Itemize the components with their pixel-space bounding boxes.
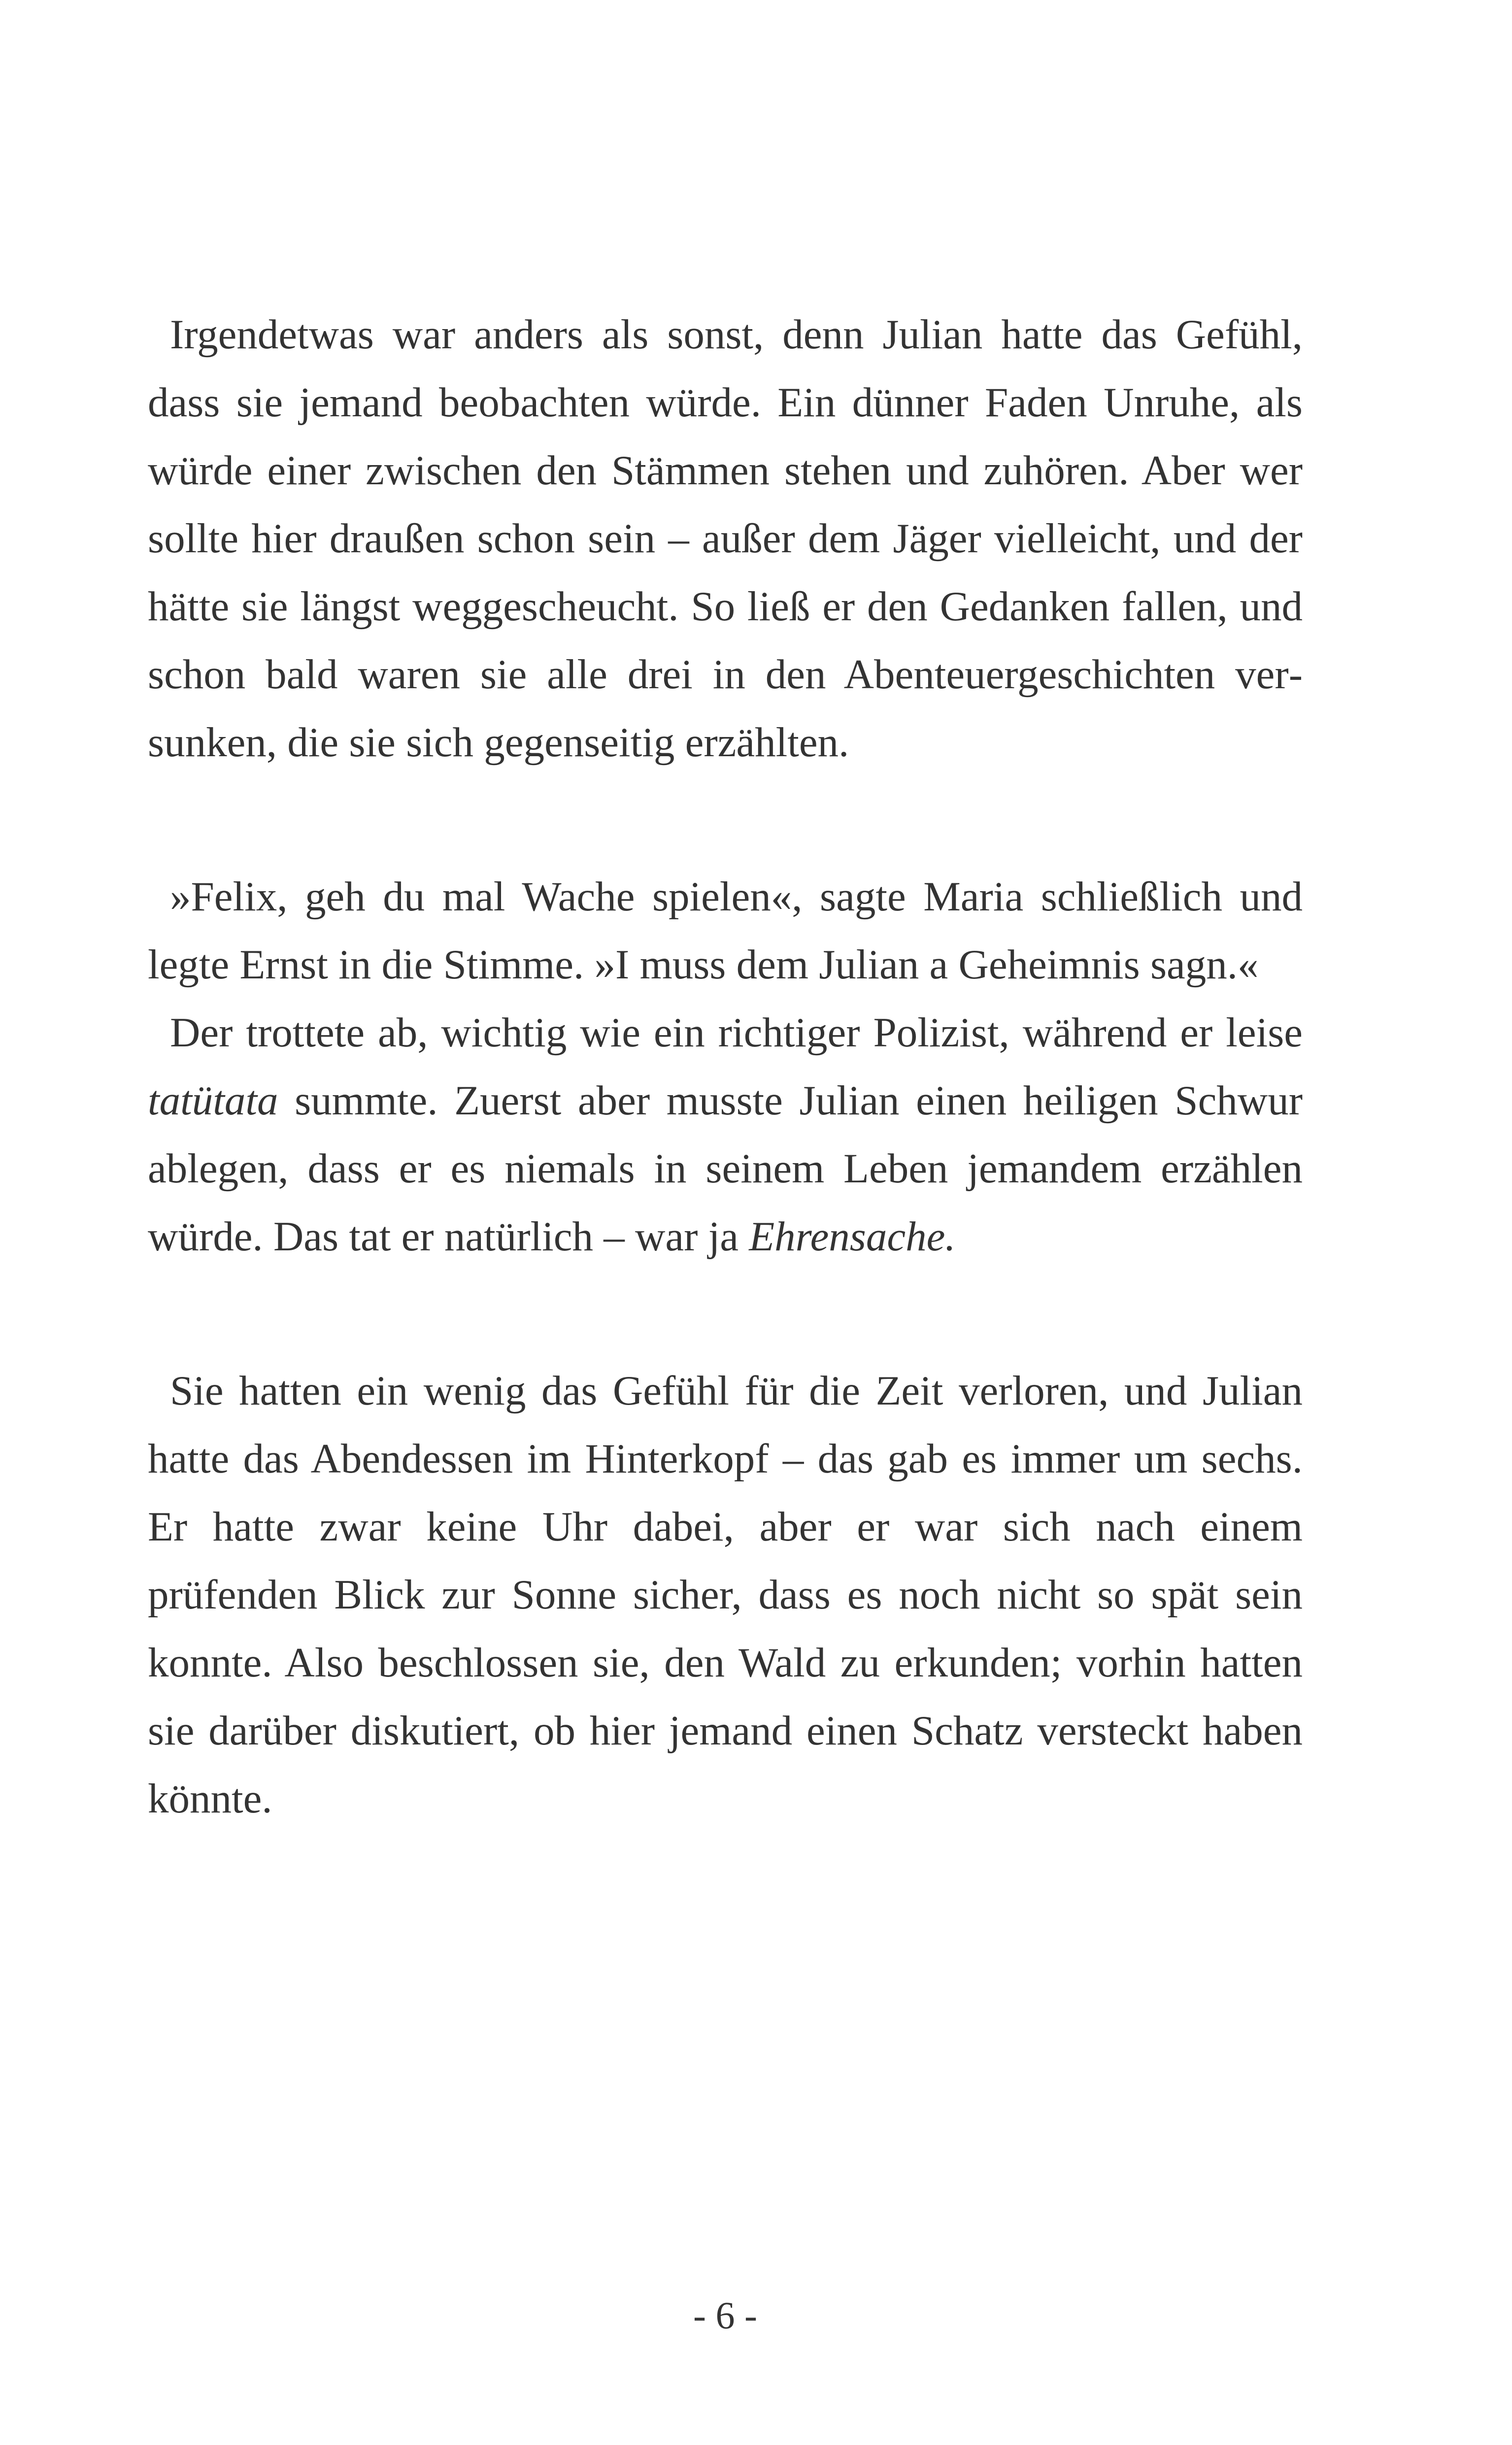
page-number: - 6 - — [693, 2294, 757, 2337]
italic-word-tatutata: tatütata — [148, 1077, 278, 1124]
paragraph-1: Irgendetwas war anders als sonst, denn Julian hatte das Gefühl, dass sie jemand beobachten würde. Ein dünner Faden Unruhe, als würde einer zwischen den Stämmen stehen und zuhören. Aber wer sollte hier draußen schon sein – außer dem Jäger vielleicht, und der hätte sie längst weggescheucht. So ließ er den Gedanken fallen, und schon bald waren sie alle drei in den Abenteuergeschichten versunken, die sie sich gegenseitig erzählten. — [148, 311, 1303, 766]
paragraph-3 — [148, 999, 1303, 1271]
italic-word-ehrensache: Ehrensache. — [749, 1213, 956, 1260]
paragraph-4: Sie hatten ein wenig das Gefühl für die Zeit verloren, und Julian hatte das Abendessen im Hinterkopf – das gab es immer um sechs. Er hatte zwar keine Uhr dabei, aber er war sich nach einem prüfenden Blick zur Sonne sicher, dass es noch nicht so spät sein konnte. Also beschlossen sie, den Wald zu erkunden; vorhin hatten sie darüber diskutiert, ob hier jemand einen Schatz versteckt haben könnte. — [148, 1368, 1303, 1822]
paragraph-2-dialogue: »Felix, geh du mal Wache spielen«, sagte Maria schließlich und legte Ernst in die Stimme. »I muss dem Julian a Geheimnis sagn.« — [148, 873, 1303, 988]
paragraph-3-text-a: Der trottete ab, wichtig wie ein richtiger Polizist, während er leise — [170, 1009, 1303, 1056]
paragraph-3-text-b: summte. Zuerst aber musste Julian einen heiligen Schwur ablegen, dass er es niemals in seinem Leben jemandem erzählen würde. Das tat er natürlich – war ja — [148, 1077, 1303, 1260]
